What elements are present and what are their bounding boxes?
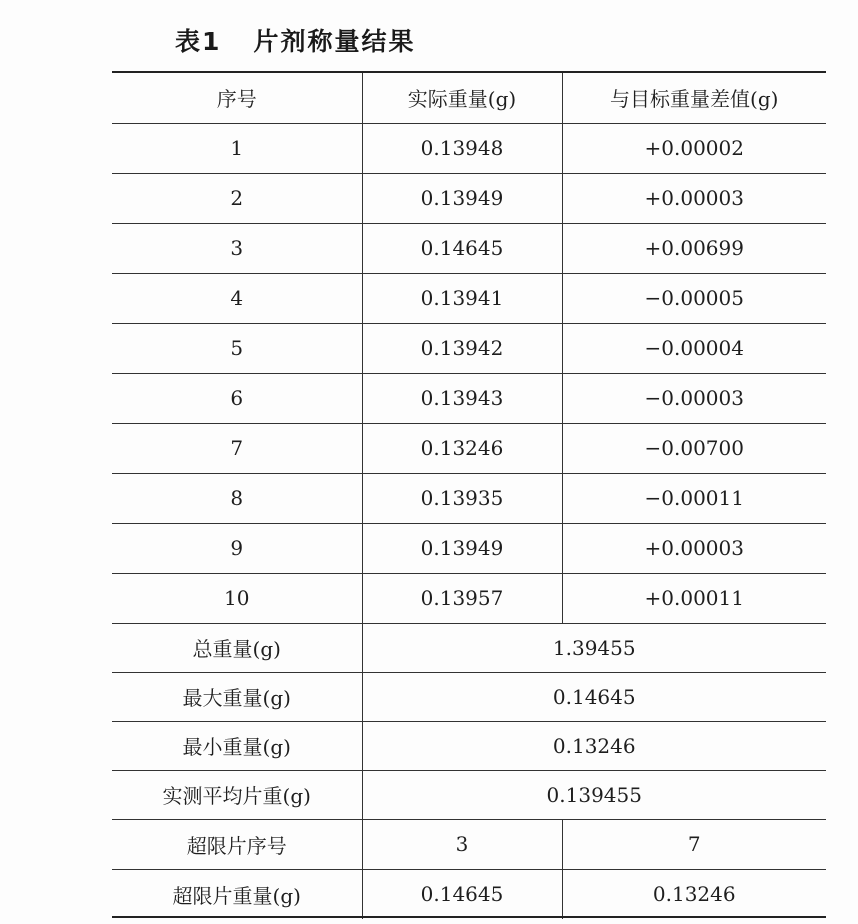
row-difference: +0.00011: [562, 573, 826, 623]
row-difference: +0.00003: [562, 523, 826, 573]
table-row: [112, 273, 826, 323]
header-weight-difference: 与目标重量差值(g): [562, 73, 826, 123]
over-limit-weight-b: 0.13246: [652, 882, 736, 907]
row-difference: +0.00003: [562, 173, 826, 223]
total-weight-value: 1.39455: [362, 623, 826, 672]
table-row: [112, 473, 826, 523]
table-row: [112, 523, 826, 573]
header-index: 序号: [112, 73, 362, 123]
row-index: 9: [112, 523, 362, 573]
row-weight: 0.13943: [362, 373, 562, 423]
table-row: [112, 573, 826, 623]
table-bottom-rule: [112, 916, 826, 918]
table-row: [112, 423, 826, 473]
table-title: 表1 片剂称量结果: [175, 27, 416, 56]
row-weight: 0.13957: [362, 573, 562, 623]
row-difference: −0.00004: [562, 323, 826, 373]
header-actual-weight: 实际重量(g): [362, 73, 562, 123]
table-row: [112, 373, 826, 423]
row-weight: 0.13949: [362, 173, 562, 223]
row-difference: +0.00002: [562, 123, 826, 173]
over-limit-index-a: 3: [362, 819, 562, 869]
results-table-container: [112, 73, 826, 919]
row-difference: +0.00699: [562, 223, 826, 273]
row-difference: −0.00011: [562, 473, 826, 523]
table-row: [112, 123, 826, 173]
over-limit-weight-label: 超限片重量(g): [112, 869, 362, 919]
row-difference: −0.00700: [562, 423, 826, 473]
row-difference: −0.00003: [562, 373, 826, 423]
total-weight-label: 总重量(g): [112, 623, 362, 672]
row-index: 4: [112, 273, 362, 323]
max-weight-value: 0.14645: [362, 672, 826, 721]
tablet-weighing-table: [112, 73, 826, 919]
row-index: 10: [112, 573, 362, 623]
row-index: 1: [112, 123, 362, 173]
row-difference: −0.00005: [562, 273, 826, 323]
row-index: 7: [112, 423, 362, 473]
table-row: [112, 323, 826, 373]
table-row: [112, 173, 826, 223]
over-limit-index-row: [112, 819, 826, 869]
average-weight-value: 0.139455: [362, 770, 826, 819]
over-limit-weight-a: 0.14645: [362, 869, 562, 919]
max-weight-label: 最大重量(g): [112, 672, 362, 721]
row-index: 3: [112, 223, 362, 273]
over-limit-index-b: 7: [562, 819, 826, 869]
summary-row-total: [112, 623, 826, 672]
table-row: [112, 223, 826, 273]
row-weight: 0.13246: [362, 423, 562, 473]
summary-row-average: [112, 770, 826, 819]
row-weight: 0.13949: [362, 523, 562, 573]
row-weight: 0.13948: [362, 123, 562, 173]
row-weight: 0.13935: [362, 473, 562, 523]
average-weight-label: 实测平均片重(g): [112, 770, 362, 819]
min-weight-label: 最小重量(g): [112, 721, 362, 770]
row-index: 2: [112, 173, 362, 223]
min-weight-value: 0.13246: [362, 721, 826, 770]
row-index: 8: [112, 473, 362, 523]
over-limit-weight-row: [112, 869, 826, 919]
row-index: 5: [112, 323, 362, 373]
row-index: 6: [112, 373, 362, 423]
row-weight: 0.14645: [362, 223, 562, 273]
table-header-row: [112, 73, 826, 123]
row-weight: 0.13942: [362, 323, 562, 373]
over-limit-index-label: 超限片序号: [112, 819, 362, 869]
summary-row-min: [112, 721, 826, 770]
row-weight: 0.13941: [362, 273, 562, 323]
summary-row-max: [112, 672, 826, 721]
